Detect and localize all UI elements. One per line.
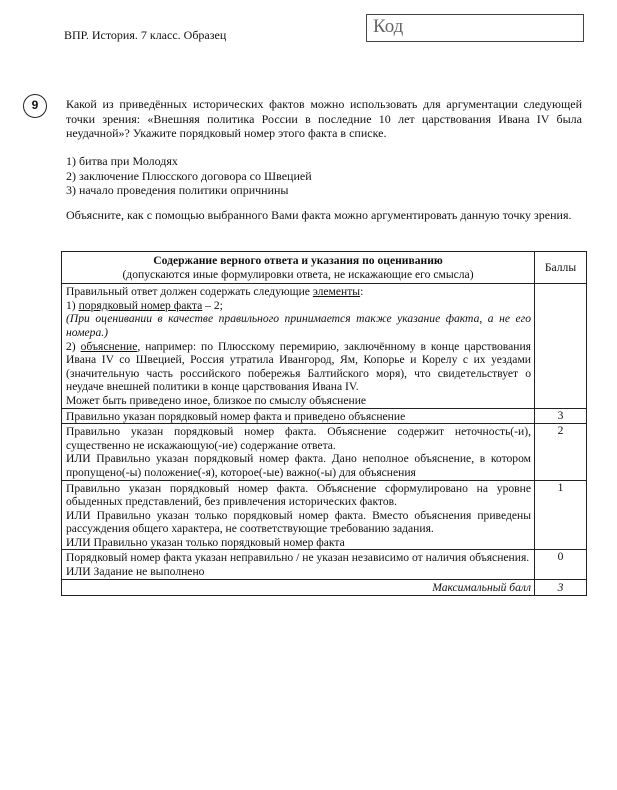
max-score-row <box>62 579 587 596</box>
criteria-cell <box>62 480 535 550</box>
page-header-title: ВПР. История. 7 класс. Образец <box>64 28 227 42</box>
criteria-line: Правильно указан порядковый номер факта. Объяснение содержит неточность(-и), существенно не искажающую(-ие) содержание ответа. <box>66 425 531 452</box>
criteria-cell <box>62 408 535 424</box>
header-sub-text: (допускаются иные формулировки ответа, не искажающие его смысла) <box>122 267 474 281</box>
question-text: Какой из приведённых исторических фактов можно использовать для аргументации следующей точки зрения: «Внешняя политика России в последние 10 лет царствования Ивана IV была неудачной»? Укажите порядковый номер этого факта в списке. <box>66 97 582 140</box>
max-score-label: Максимальный балл <box>62 579 535 596</box>
max-score-value: 3 <box>535 579 587 596</box>
answer-score-cell <box>535 284 587 408</box>
grading-table <box>61 251 587 596</box>
header-main-text: Содержание верного ответа и указания по оцениванию <box>153 254 443 267</box>
criteria-line: Правильно указан порядковый номер факта. Объяснение сформулировано на уровне обыденных представлений, без привлечения исторических фактов. <box>66 481 531 509</box>
header-score-cell: Баллы <box>535 252 587 284</box>
answer-note: (При оценивании в качестве правильного принимается также указание факта, а не его номера.) <box>66 312 531 339</box>
answer-element-1: 1) порядковый номер факта – 2; <box>66 298 223 312</box>
answer-row <box>62 284 587 408</box>
question-number-badge: 9 <box>23 94 47 118</box>
explain-prompt: Объясните, как с помощью выбранного Вами факта можно аргументировать данную точку зрения. <box>66 208 572 222</box>
answer-options-list <box>66 154 312 198</box>
criteria-line: Правильно указан порядковый номер факта и приведено объяснение <box>66 409 406 423</box>
criteria-line: ИЛИ Правильно указан только порядковый номер факта. Вместо объяснения приведены рассуждения общего характера, не соответствующие требованию задания. <box>66 508 531 536</box>
table-row <box>62 480 587 550</box>
score-cell: 0 <box>535 550 587 579</box>
answer-other-note: Может быть приведено иное, близкое по смыслу объяснение <box>66 393 367 407</box>
score-cell: 3 <box>535 408 587 424</box>
header-content-cell <box>62 252 535 284</box>
answer-content-cell <box>62 284 535 408</box>
code-label: Код <box>373 16 404 37</box>
criteria-line: ИЛИ Задание не выполнено <box>66 565 205 579</box>
option-item: 3) начало проведения политики опричнины <box>66 183 289 197</box>
option-item: 2) заключение Плюсского договора со Швецией <box>66 168 312 183</box>
answer-element-2: 2) объяснение, например: по Плюсскому перемирию, заключённому в конце царствования Ивана IV со Швецией, Россия утратила Ивангород, Ям, Копорье и Корелу с их уездами (значительную часть российского побережья Балтийского моря), что свидетельствует о неудаче внешней политики в конце царствования Ивана IV. <box>66 339 531 394</box>
criteria-line: ИЛИ Правильно указан только порядковый номер факта <box>66 535 345 549</box>
table-row <box>62 424 587 480</box>
answer-intro: Правильный ответ должен содержать следующие элементы: <box>66 285 364 299</box>
score-cell: 1 <box>535 480 587 550</box>
option-item: 1) битва при Молодях <box>66 154 178 168</box>
criteria-cell <box>62 550 535 579</box>
score-cell: 2 <box>535 424 587 480</box>
criteria-line: ИЛИ Правильно указан порядковый номер факта. Дано неполное объяснение, в котором пропущено(-ы) положение(-я), которое(-ые) важно(-ы) для объяснения <box>66 452 531 479</box>
table-row <box>62 408 587 424</box>
table-row <box>62 550 587 579</box>
criteria-line: Порядковый номер факта указан неправильно / не указан независимо от наличия объяснения. <box>66 551 530 565</box>
code-field[interactable] <box>366 14 584 42</box>
grading-table-header <box>62 252 587 284</box>
criteria-cell <box>62 424 535 480</box>
